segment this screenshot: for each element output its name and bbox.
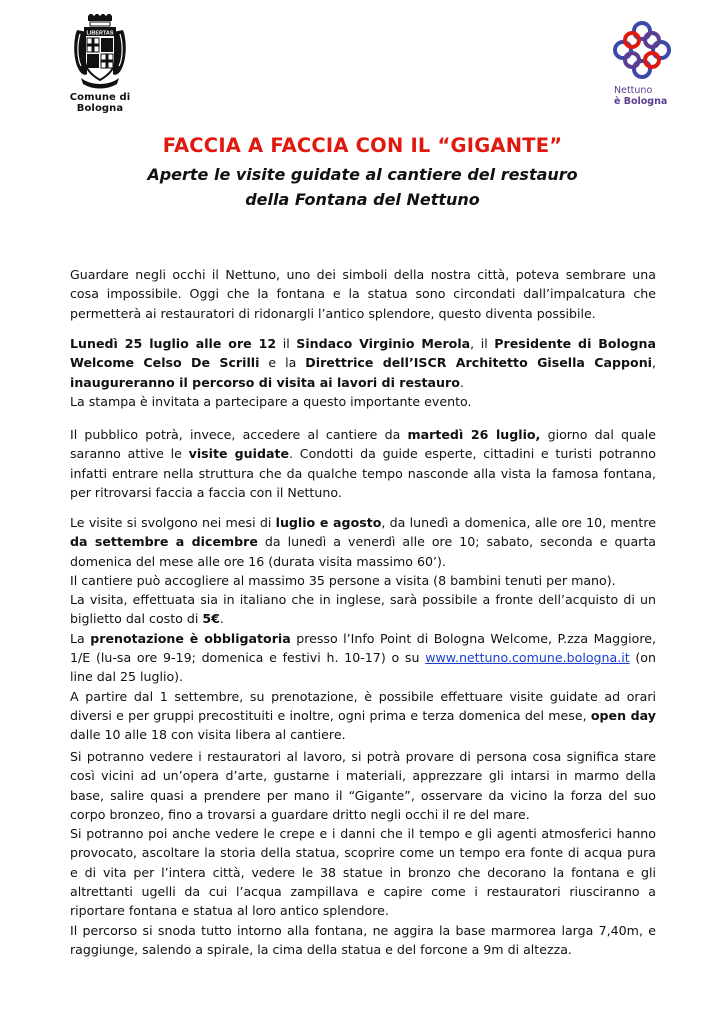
- inauguration-purpose: inaugureranno il percorso di visita ai lavori di restauro: [70, 374, 460, 390]
- text-fragment: e la: [259, 355, 306, 371]
- open-day-paragraph: [70, 687, 656, 745]
- text-fragment: Le visite si svolgono nei mesi di: [70, 515, 276, 530]
- text-fragment: .: [219, 611, 224, 627]
- text-fragment: il: [276, 336, 297, 351]
- right-logo-caption-line1: Nettuno: [614, 85, 653, 96]
- booking-required: prenotazione è obbligatoria: [90, 630, 291, 646]
- experience-paragraph-1: Si potranno vedere i restauratori al lavoro, si potrà provare di persona cosa significa stare così vicini ad un’opera d’arte, gustarne i materiali, apprezzare gli intarsi in marmo della base, salire quasi a prendere per mano il “Gigante”, osservare da vicino la forza del suo corpo bronzeo, fino a trovarsi a guardare dritto negli occhi il re del mare.: [70, 749, 656, 822]
- page-subtitle: [0, 162, 725, 212]
- president-name: Presidente di Bologna Welcome Celso De Scrilli: [70, 336, 657, 371]
- text-fragment: Il pubblico potrà, invece, accedere al cantiere da: [70, 427, 408, 442]
- text-fragment: La visita, effettuata sia in italiano che in inglese, sarà possibile a fronte dell’acquisto di un biglietto dal costo di: [70, 592, 656, 627]
- booking-website-link[interactable]: www.nettuno.comune.bologna.it: [425, 650, 630, 666]
- inauguration-section: [70, 334, 656, 411]
- summer-months: luglio e agosto: [275, 515, 382, 530]
- text-fragment: ,: [651, 355, 656, 371]
- guided-tours-label: visite guidate: [188, 446, 290, 462]
- capacity-paragraph: Il cantiere può accogliere al massimo 35 persone a visita (8 bambini tenuti per mano).: [70, 572, 616, 588]
- right-logo-caption-line2: è Bologna: [614, 96, 668, 107]
- nettuno-e-bologna-logo: [606, 18, 678, 107]
- booking-paragraph: [70, 629, 656, 687]
- text-fragment: , da lunedì a domenica, alle ore 10, mentre: [381, 515, 656, 530]
- page-title: FACCIA A FACCIA CON IL “GIGANTE”: [162, 134, 563, 157]
- text-fragment: giorno dal quale saranno attive le: [70, 427, 657, 462]
- text-fragment: , il: [470, 336, 495, 351]
- experience-paragraph-3: Il percorso si snoda tutto intorno alla fontana, ne aggira la base marmorea larga 7,40m, e raggiunge, salendo a spirale, la cima della statua e del forcone a 9m di altezza.: [70, 922, 656, 957]
- nettuno-e-bologna-logo-icon: [610, 18, 674, 82]
- experience-paragraph-2: Si potranno poi anche vedere le crepe e i danni che il tempo e gli agenti atmosferici hanno provocato, ascoltare la storia della statua, scoprire come un tempo era fonte di acqua pura e di vita per l’intera città, vedere le 38 statue in bronzo che decorano la fontana e gli altrettanti ugelli da cui l’acqua zampillava e capire come i restauratori riusciranno a riportare fontana e statua al loro antico splendore.: [70, 826, 656, 919]
- public-access-section: [70, 425, 656, 502]
- public-start-date: martedì 26 luglio,: [407, 427, 541, 442]
- inauguration-date: Lunedì 25 luglio alle ore 12: [70, 336, 277, 351]
- mayor-name: Sindaco Virginio Merola: [296, 336, 471, 351]
- svg-text:LIBERTAS: LIBERTAS: [86, 30, 114, 37]
- text-fragment: La: [70, 630, 91, 646]
- ticket-price: 5€: [202, 611, 220, 627]
- text-fragment: .: [459, 374, 464, 390]
- public-access-paragraph: [70, 425, 656, 502]
- text-fragment: presso l’Info Point di Bologna Welcome, P.zza Maggiore, 1/E (lu-sa ore 9-19; domenica e festivi h. 10-17) o su: [70, 630, 656, 666]
- schedule-paragraph: [70, 513, 656, 571]
- ticket-paragraph: [70, 590, 656, 629]
- text-fragment: dalle 10 alle 18 con visita libera al cantiere.: [70, 727, 346, 743]
- visits-section: [70, 513, 656, 745]
- experience-section: [70, 747, 656, 959]
- intro-section: [70, 265, 656, 323]
- comune-di-bologna-logo: [50, 14, 150, 114]
- press-invite: La stampa è invitata a partecipare a questo importante evento.: [70, 393, 472, 409]
- open-day-label: open day: [590, 707, 656, 723]
- inauguration-paragraph: [70, 334, 656, 392]
- comune-di-bologna-coat-of-arms-icon: [71, 14, 129, 90]
- director-name: Direttrice dell’ISCR Architetto Gisella Capponi: [305, 355, 652, 371]
- subtitle-line-1: Aperte le visite guidate al cantiere del restauro: [147, 165, 578, 184]
- text-fragment: A partire dal 1 settembre, su prenotazione, è possibile effettuare visite guidate ad orari diversi e per gruppi precostituiti e inoltre, ogni prima e terza domenica del mese,: [70, 688, 656, 723]
- intro-paragraph: Guardare negli occhi il Nettuno, uno dei simboli della nostra città, poteva sembrare una cosa impossibile. Oggi che la fontana e la statua sono circondati dall’impalcatura che permetterà ai restauratori di ridonargli l’antico splendore, questo diventa possibile.: [70, 267, 656, 321]
- text-fragment: (on line dal 25 luglio).: [70, 650, 656, 685]
- left-logo-caption: Comune di Bologna: [69, 92, 131, 114]
- text-fragment: da lunedì a venerdì alle ore 10; sabato, seconda e quarta domenica del mese alle ore 16 (durata visita massimo 60’).: [70, 534, 656, 569]
- autumn-months: da settembre a dicembre: [70, 534, 258, 550]
- subtitle-line-2: della Fontana del Nettuno: [245, 190, 480, 209]
- text-fragment: . Condotti da guide esperte, cittadini e turisti potranno infatti entrare nella struttura che da qualche tempo nasconde alla vista la famosa fontana, per ritrovarsi faccia a faccia con il Nettuno.: [70, 446, 656, 500]
